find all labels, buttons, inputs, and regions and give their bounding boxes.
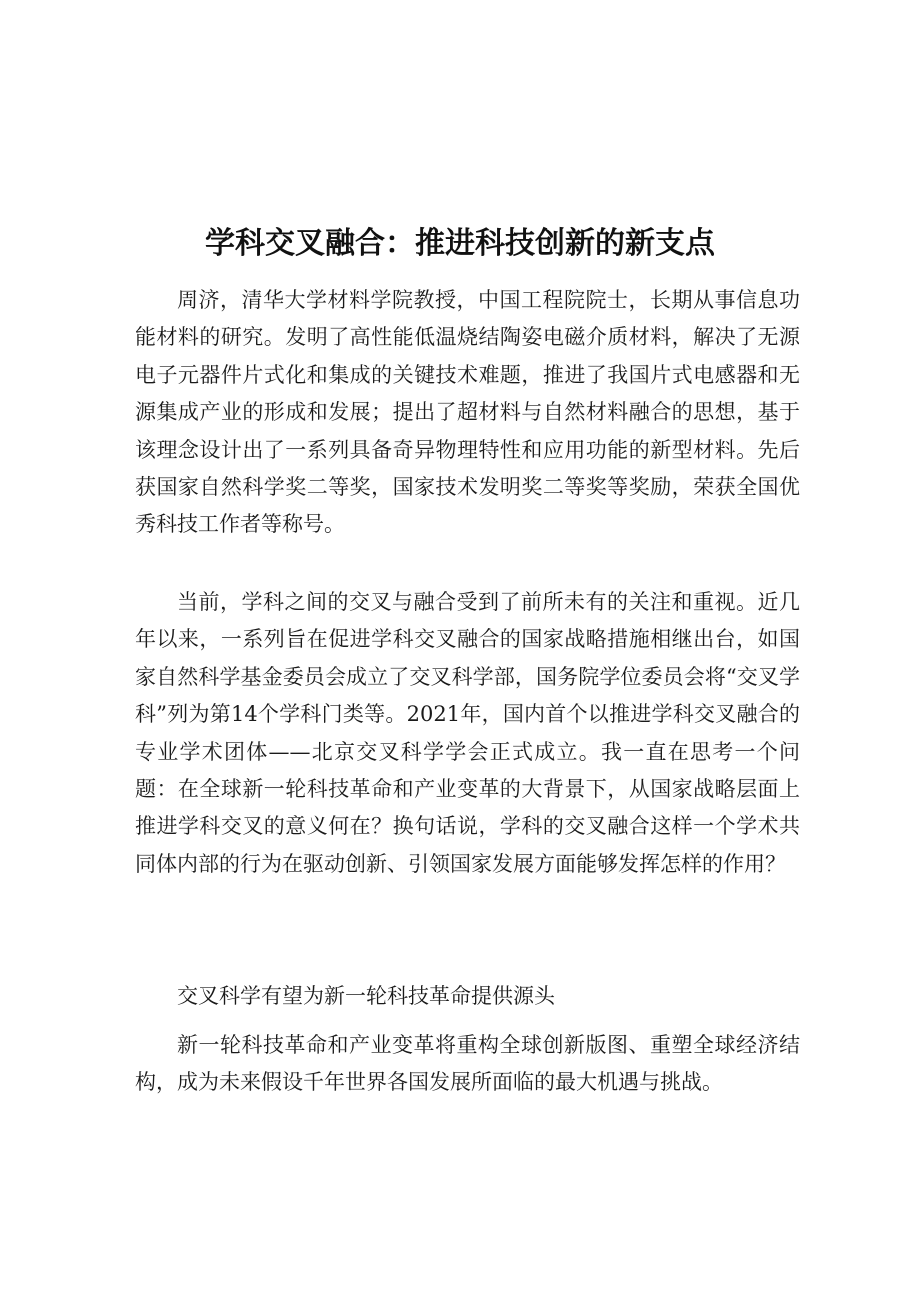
author-bio-paragraph: 周济，清华大学材料学院教授，中国工程院院士，长期从事信息功能材料的研究。发明了高性能低温烧结陶姿电磁介质材料，解决了无源电子元器件片式化和集成的关键技术难题，推进了我国片式电感器和无源集成产业的形成和发展；提出了超材料与自然材料融合的思想，基于该理念设计出了一系列具备奇异物理特性和应用功能的新型材料。先后获国家自然科学奖二等奖，国家技术发明奖二等奖等奖励，荣获全国优秀科技工作者等称号。 <box>135 288 800 537</box>
intro-paragraph: 当前，学科之间的交叉与融合受到了前所未有的关注和重视。近几年以来，一系列旨在促进学科交叉融合的国家战略措施相继出台，如国家自然科学基金委员会成立了交叉科学部，国务院学位委员会将“交叉学科”列为第14个学科门类等。2021年，国内首个以推进学科交叉融合的专业学术团体——北京交叉科学学会正式成立。我一直在思考一个问题：在全球新一轮科技革命和产业变革的大背景下，从国家战略层面上推进学科交叉的意义何在？换句话说，学科的交叉融合这样一个学术共同体内部的行为在驱动创新、引领国家发展方面能够发挥怎样的作用？ <box>135 590 800 876</box>
section-heading: 交叉科学有望为新一轮科技革命提供源头 <box>177 984 555 1008</box>
article-title: 学科交叉融合：推进科技创新的新支点 <box>205 226 715 261</box>
section-paragraph: 新一轮科技革命和产业变革将重构全球创新版图、重塑全球经济结构，成为未来假设千年世界各国发展所面临的最大机遇与挑战。 <box>135 1033 800 1095</box>
